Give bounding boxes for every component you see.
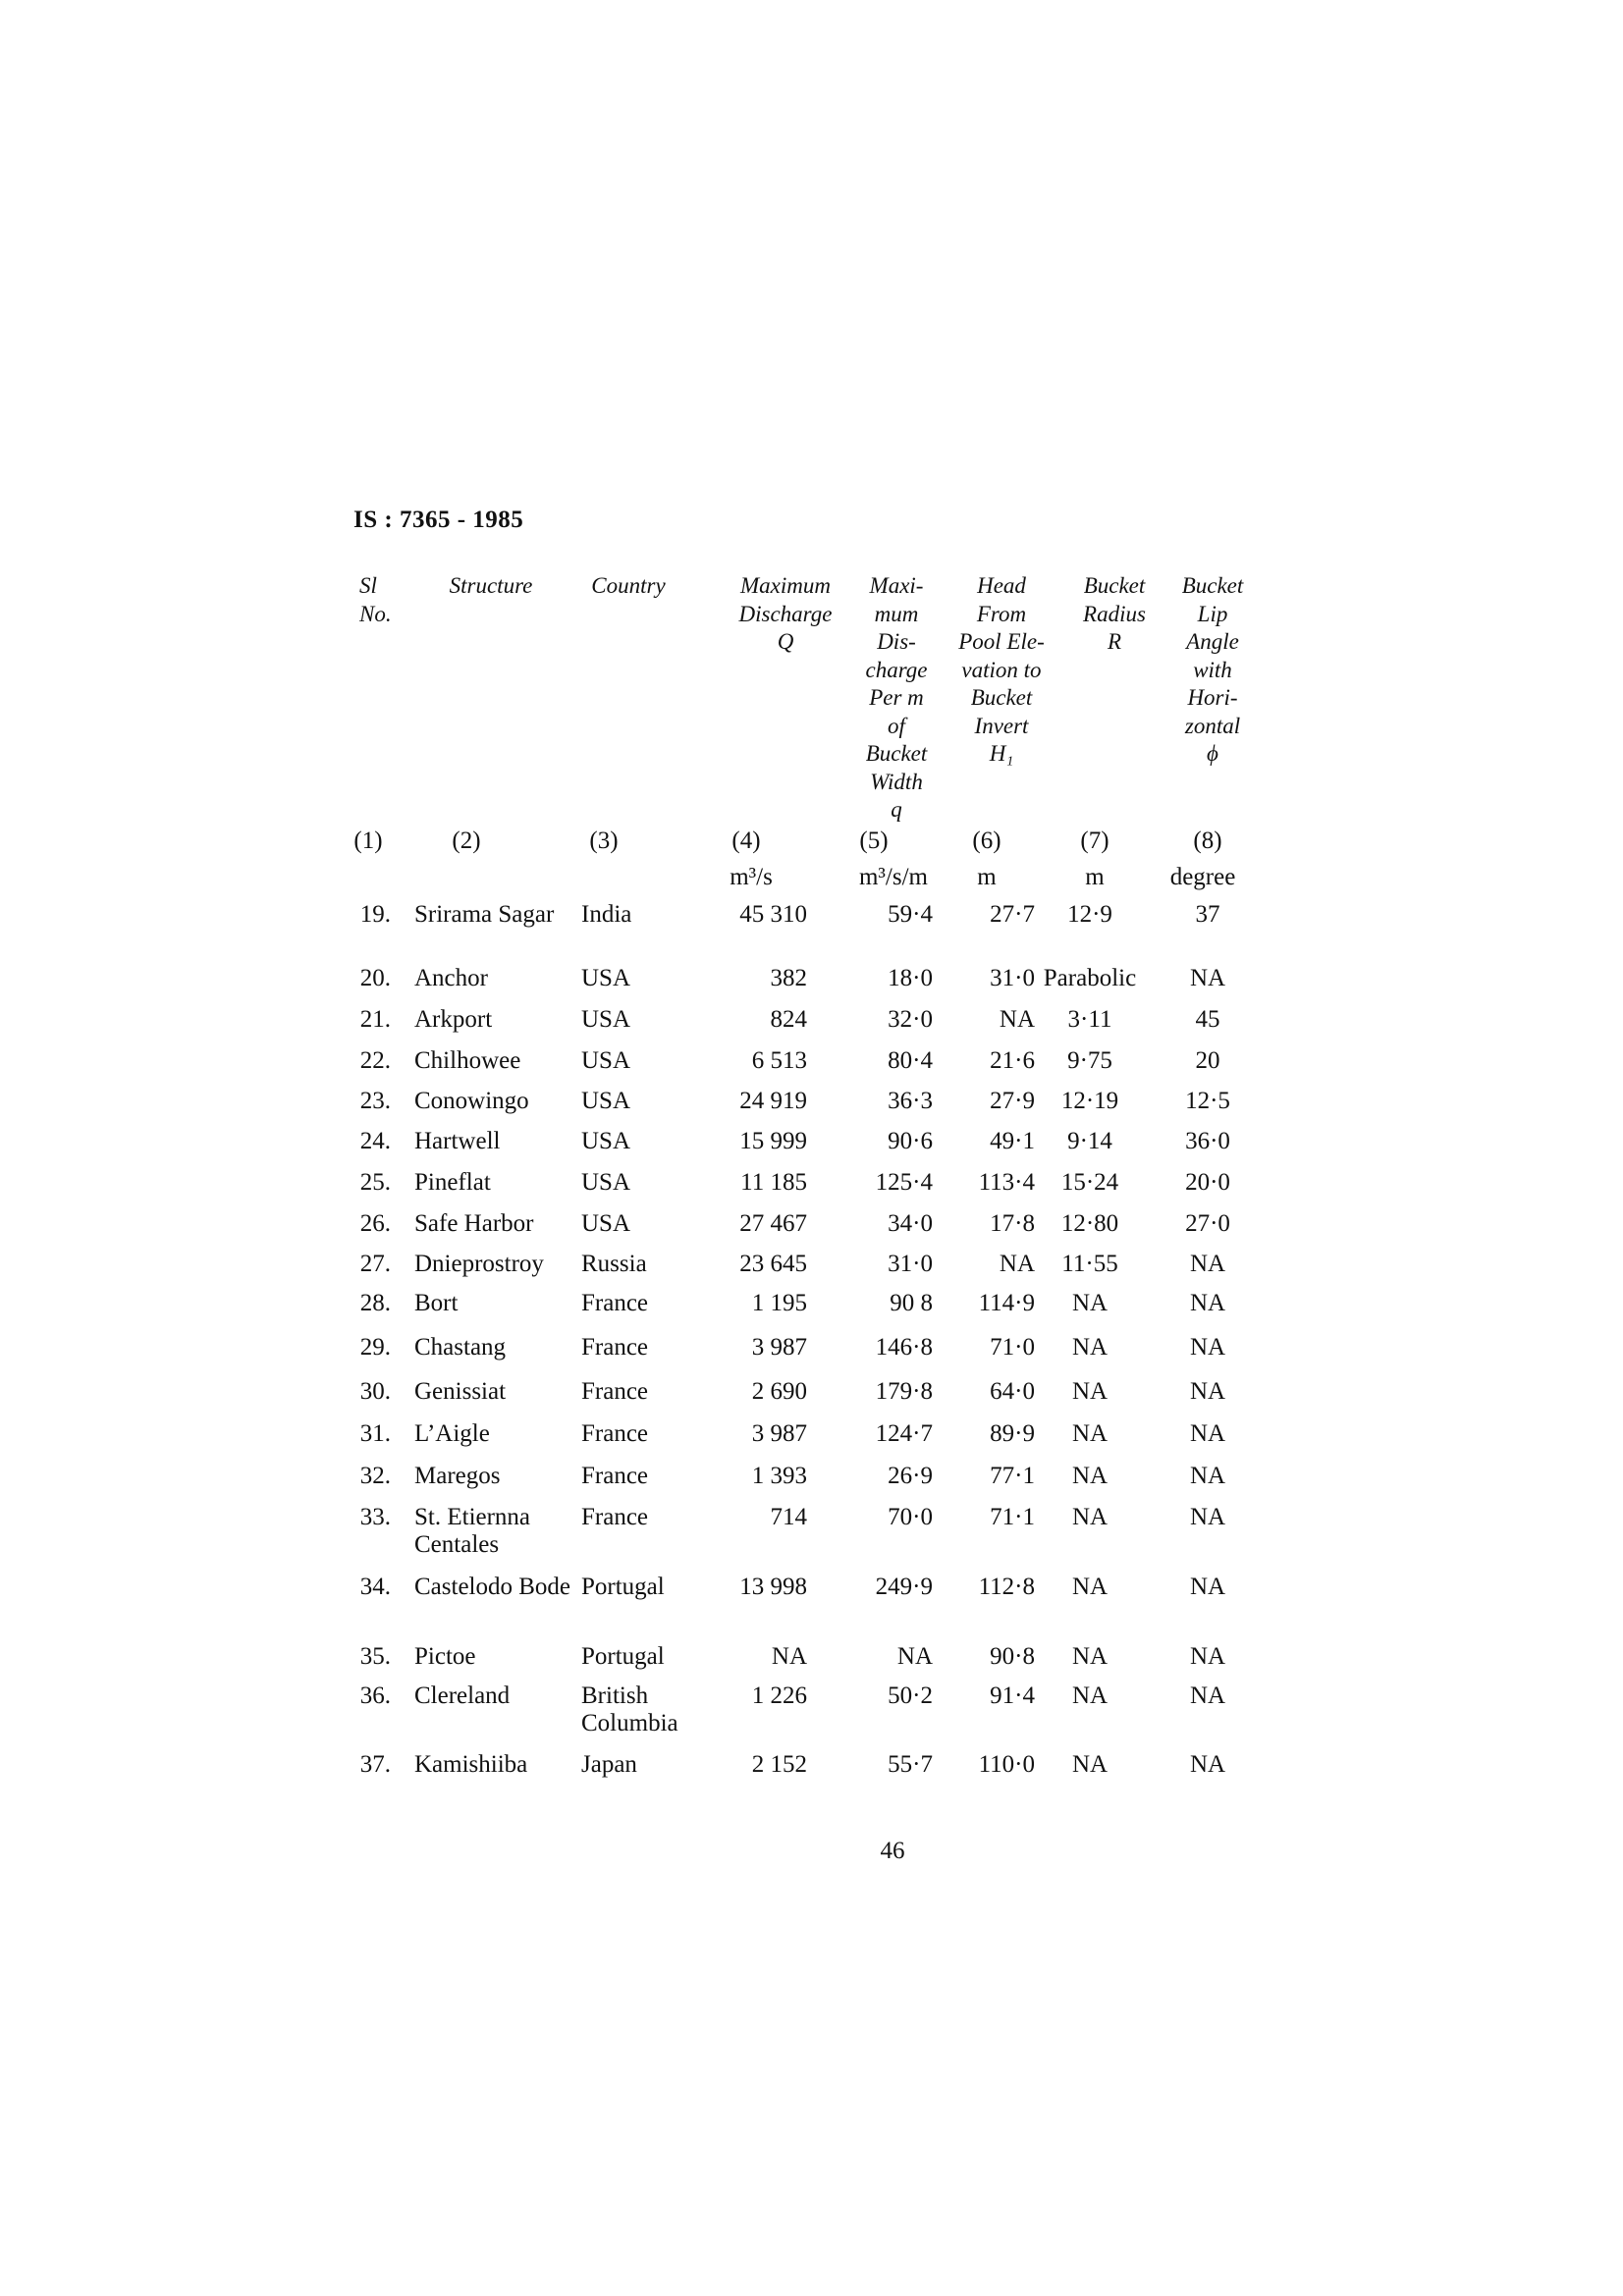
- row-lip-angle: NA: [1189, 1463, 1226, 1489]
- row-bucket-radius: 12·9: [1067, 901, 1112, 928]
- row-country: USA: [581, 1088, 631, 1114]
- row-maximum-discharge: 1 393: [751, 1463, 807, 1489]
- row-lip-angle: 45: [1195, 1006, 1220, 1033]
- row-structure: Arkport: [414, 1006, 493, 1033]
- row-bucket-radius: 9·14: [1067, 1128, 1112, 1154]
- row-maximum-discharge: 2 690: [751, 1378, 807, 1405]
- header-line: Maximum: [740, 573, 831, 598]
- row-bucket-radius: 9·75: [1067, 1047, 1112, 1074]
- row-country: France: [581, 1504, 649, 1530]
- header-line: Bucket: [970, 685, 1033, 710]
- row-discharge-per-m: 32·0: [888, 1006, 933, 1033]
- row-maximum-discharge: 3 987: [751, 1420, 807, 1447]
- column-number: (2): [452, 828, 481, 854]
- row-head: 71·1: [990, 1504, 1035, 1530]
- row-maximum-discharge: NA: [771, 1643, 807, 1670]
- column-number: (7): [1080, 828, 1109, 854]
- row-discharge-per-m: 179·8: [875, 1378, 933, 1405]
- row-discharge-per-m: 80·4: [888, 1047, 933, 1074]
- header-line: R: [1107, 629, 1122, 654]
- row-bucket-radius: NA: [1071, 1751, 1109, 1778]
- row-lip-angle: NA: [1189, 1251, 1226, 1277]
- row-bucket-radius: NA: [1071, 1463, 1109, 1489]
- row-country: France: [581, 1290, 649, 1316]
- row-bucket-radius: NA: [1071, 1334, 1109, 1361]
- row-sl-no: 28.: [359, 1290, 391, 1316]
- document-id: IS : 7365 - 1985: [353, 507, 524, 533]
- row-maximum-discharge: 824: [770, 1006, 807, 1033]
- column-header-bucket-radius: [1065, 572, 1163, 657]
- row-lip-angle: 12·5: [1185, 1088, 1230, 1114]
- column-header-structure: [422, 572, 560, 601]
- row-maximum-discharge: 714: [770, 1504, 807, 1530]
- row-country: Portugal: [581, 1574, 665, 1600]
- header-line: Bucket: [1181, 573, 1244, 598]
- row-maximum-discharge: 2 152: [751, 1751, 807, 1778]
- row-discharge-per-m: 249·9: [875, 1574, 933, 1600]
- row-bucket-radius: NA: [1071, 1420, 1109, 1447]
- header-line: Invert: [974, 713, 1029, 738]
- row-structure: Maregos: [414, 1463, 501, 1489]
- row-structure: Chastang: [414, 1334, 507, 1361]
- header-line: Discharge: [738, 601, 833, 626]
- column-number: (8): [1193, 828, 1222, 854]
- row-country: India: [581, 901, 632, 928]
- row-lip-angle: 20: [1195, 1047, 1220, 1074]
- row-bucket-radius: Parabolic: [1043, 965, 1137, 991]
- row-structure: Pictoe: [414, 1643, 476, 1670]
- header-line: Bucket: [865, 741, 928, 766]
- unit-label: m³/s/m: [858, 864, 928, 890]
- row-lip-angle: NA: [1189, 1290, 1226, 1316]
- row-lip-angle: NA: [1189, 1574, 1226, 1600]
- row-lip-angle: 27·0: [1185, 1210, 1230, 1237]
- row-discharge-per-m: 34·0: [888, 1210, 933, 1237]
- row-bucket-radius: 3·11: [1067, 1006, 1112, 1033]
- header-line: of: [888, 713, 905, 738]
- row-bucket-radius: 15·24: [1060, 1169, 1119, 1196]
- row-sl-no: 29.: [359, 1334, 391, 1361]
- row-bucket-radius: NA: [1071, 1643, 1109, 1670]
- header-line: No.: [359, 601, 392, 626]
- header-line: charge: [865, 657, 928, 682]
- row-head: 27·9: [990, 1088, 1035, 1114]
- column-header-lip-angle: [1168, 572, 1257, 769]
- row-lip-angle: 20·0: [1185, 1169, 1230, 1196]
- row-country: British Columbia: [581, 1682, 678, 1736]
- row-structure: Conowingo: [414, 1088, 529, 1114]
- row-lip-angle: NA: [1189, 1504, 1226, 1530]
- header-line: Angle: [1186, 629, 1239, 654]
- row-lip-angle: NA: [1189, 1643, 1226, 1670]
- row-lip-angle: 36·0: [1185, 1128, 1230, 1154]
- row-sl-no: 31.: [359, 1420, 391, 1447]
- header-line: Head: [977, 573, 1026, 598]
- header-line: Bucket: [1083, 573, 1146, 598]
- unit-label: m: [1085, 864, 1105, 890]
- row-discharge-per-m: 146·8: [875, 1334, 933, 1361]
- row-head: 49·1: [990, 1128, 1035, 1154]
- row-bucket-radius: 12·19: [1060, 1088, 1119, 1114]
- row-structure: Dnieprostroy: [414, 1251, 544, 1277]
- row-maximum-discharge: 27 467: [739, 1210, 807, 1237]
- row-lip-angle: 37: [1195, 901, 1220, 928]
- row-maximum-discharge: 15 999: [739, 1128, 807, 1154]
- row-lip-angle: NA: [1189, 1682, 1226, 1709]
- row-country: France: [581, 1378, 649, 1405]
- header-line: vation to: [961, 657, 1042, 682]
- row-country: USA: [581, 1210, 631, 1237]
- row-structure: St. Etiernna Centales: [414, 1504, 531, 1558]
- header-line: Hori-: [1187, 685, 1238, 710]
- row-discharge-per-m: 36·3: [888, 1088, 933, 1114]
- row-sl-no: 20.: [359, 965, 391, 991]
- row-sl-no: 36.: [359, 1682, 391, 1709]
- row-structure: Pineflat: [414, 1169, 491, 1196]
- unit-label: m: [977, 864, 997, 890]
- row-head: 64·0: [990, 1378, 1035, 1405]
- row-maximum-discharge: 45 310: [739, 901, 807, 928]
- row-head: 17·8: [990, 1210, 1035, 1237]
- page-number: 46: [880, 1838, 905, 1864]
- row-structure: Anchor: [414, 965, 488, 991]
- row-country: USA: [581, 1128, 631, 1154]
- row-maximum-discharge: 6 513: [751, 1047, 807, 1074]
- column-number: (1): [353, 828, 383, 854]
- header-line: q: [891, 797, 902, 822]
- row-sl-no: 32.: [359, 1463, 391, 1489]
- row-discharge-per-m: 125·4: [875, 1169, 933, 1196]
- header-line: Sl: [359, 573, 377, 598]
- row-sl-no: 26.: [359, 1210, 391, 1237]
- row-country: USA: [581, 1169, 631, 1196]
- row-maximum-discharge: 11 185: [740, 1169, 807, 1196]
- row-head: 89·9: [990, 1420, 1035, 1447]
- row-maximum-discharge: 1 195: [751, 1290, 807, 1316]
- header-line: with: [1193, 657, 1232, 682]
- row-head: 27·7: [990, 901, 1035, 928]
- row-sl-no: 30.: [359, 1378, 391, 1405]
- row-structure: Chilhowee: [414, 1047, 521, 1074]
- row-bucket-radius: NA: [1071, 1682, 1109, 1709]
- row-maximum-discharge: 3 987: [751, 1334, 807, 1361]
- row-lip-angle: NA: [1189, 1334, 1226, 1361]
- row-discharge-per-m: 31·0: [888, 1251, 933, 1277]
- row-sl-no: 19.: [359, 901, 391, 928]
- row-bucket-radius: 12·80: [1060, 1210, 1119, 1237]
- row-structure: Castelodo Bode: [414, 1574, 571, 1600]
- header-line: Width: [870, 769, 923, 794]
- row-maximum-discharge: 382: [770, 965, 807, 991]
- header-line: Pool Ele-: [958, 629, 1045, 654]
- row-maximum-discharge: 23 645: [739, 1251, 807, 1277]
- row-sl-no: 35.: [359, 1643, 391, 1670]
- column-number: (6): [972, 828, 1001, 854]
- row-maximum-discharge: 13 998: [739, 1574, 807, 1600]
- row-sl-no: 33.: [359, 1504, 391, 1530]
- row-head: 112·8: [978, 1574, 1035, 1600]
- row-lip-angle: NA: [1189, 1420, 1226, 1447]
- row-head: 113·4: [978, 1169, 1035, 1196]
- row-head: 77·1: [990, 1463, 1035, 1489]
- row-structure: Bort: [414, 1290, 459, 1316]
- header-line: Radius: [1083, 601, 1146, 626]
- row-sl-no: 24.: [359, 1128, 391, 1154]
- header-line: Q: [777, 629, 794, 654]
- header-line: ϕ: [1207, 741, 1218, 766]
- row-lip-angle: NA: [1189, 1751, 1226, 1778]
- row-head: 91·4: [990, 1682, 1035, 1709]
- row-structure: L’Aigle: [414, 1420, 490, 1447]
- column-header-discharge-per-m: [852, 572, 941, 825]
- row-discharge-per-m: 70·0: [888, 1504, 933, 1530]
- row-head: 114·9: [978, 1290, 1035, 1316]
- row-lip-angle: NA: [1189, 965, 1226, 991]
- row-maximum-discharge: 24 919: [739, 1088, 807, 1114]
- row-discharge-per-m: 26·9: [888, 1463, 933, 1489]
- row-country: USA: [581, 1006, 631, 1033]
- row-discharge-per-m: 90·6: [888, 1128, 933, 1154]
- row-head: NA: [999, 1251, 1035, 1277]
- header-line: Dis-: [877, 629, 916, 654]
- row-maximum-discharge: 1 226: [751, 1682, 807, 1709]
- row-bucket-radius: NA: [1071, 1574, 1109, 1600]
- row-country: USA: [581, 965, 631, 991]
- row-head: 71·0: [990, 1334, 1035, 1361]
- row-discharge-per-m: NA: [896, 1643, 933, 1670]
- header-line: Maxi-: [869, 573, 924, 598]
- row-bucket-radius: 11·55: [1061, 1251, 1118, 1277]
- row-sl-no: 27.: [359, 1251, 391, 1277]
- row-structure: Hartwell: [414, 1128, 501, 1154]
- row-country: France: [581, 1334, 649, 1361]
- header-line: zontal: [1184, 713, 1241, 738]
- row-discharge-per-m: 18·0: [888, 965, 933, 991]
- row-head: 21·6: [990, 1047, 1035, 1074]
- column-number: (5): [859, 828, 889, 854]
- row-sl-no: 22.: [359, 1047, 391, 1074]
- unit-label: m³/s: [730, 864, 773, 890]
- row-sl-no: 23.: [359, 1088, 391, 1114]
- header-line: H₁: [989, 741, 1014, 766]
- column-header-maximum-discharge: [712, 572, 859, 657]
- unit-label: degree: [1169, 864, 1236, 890]
- row-sl-no: 34.: [359, 1574, 391, 1600]
- row-sl-no: 37.: [359, 1751, 391, 1778]
- row-head: NA: [999, 1006, 1035, 1033]
- row-country: Russia: [581, 1251, 647, 1277]
- row-discharge-per-m: 124·7: [875, 1420, 933, 1447]
- row-lip-angle: NA: [1189, 1378, 1226, 1405]
- row-discharge-per-m: 90 8: [890, 1290, 933, 1316]
- row-structure: Clereland: [414, 1682, 511, 1709]
- column-number: (4): [731, 828, 761, 854]
- row-discharge-per-m: 59·4: [888, 901, 933, 928]
- column-header-country: [574, 572, 682, 601]
- header-line: From: [976, 601, 1027, 626]
- row-structure: Srirama Sagar: [414, 901, 555, 928]
- row-discharge-per-m: 50·2: [888, 1682, 933, 1709]
- row-bucket-radius: NA: [1071, 1290, 1109, 1316]
- row-structure: Genissiat: [414, 1378, 507, 1405]
- header-line: Structure: [449, 573, 533, 598]
- row-sl-no: 21.: [359, 1006, 391, 1033]
- row-bucket-radius: NA: [1071, 1378, 1109, 1405]
- header-line: mum: [874, 601, 919, 626]
- row-country: France: [581, 1463, 649, 1489]
- row-country: USA: [581, 1047, 631, 1074]
- row-country: Japan: [581, 1751, 637, 1778]
- row-head: 31·0: [990, 965, 1035, 991]
- row-country: France: [581, 1420, 649, 1447]
- header-line: Country: [591, 573, 666, 598]
- row-head: 110·0: [978, 1751, 1035, 1778]
- column-number: (3): [589, 828, 619, 854]
- row-sl-no: 25.: [359, 1169, 391, 1196]
- row-country: Portugal: [581, 1643, 665, 1670]
- row-structure: Safe Harbor: [414, 1210, 534, 1237]
- column-header-sl-no: [359, 572, 418, 628]
- column-header-head: [947, 572, 1055, 769]
- header-line: Lip: [1197, 601, 1228, 626]
- row-structure: Kamishiiba: [414, 1751, 528, 1778]
- row-bucket-radius: NA: [1071, 1504, 1109, 1530]
- header-line: Per m: [869, 685, 924, 710]
- row-discharge-per-m: 55·7: [888, 1751, 933, 1778]
- row-head: 90·8: [990, 1643, 1035, 1670]
